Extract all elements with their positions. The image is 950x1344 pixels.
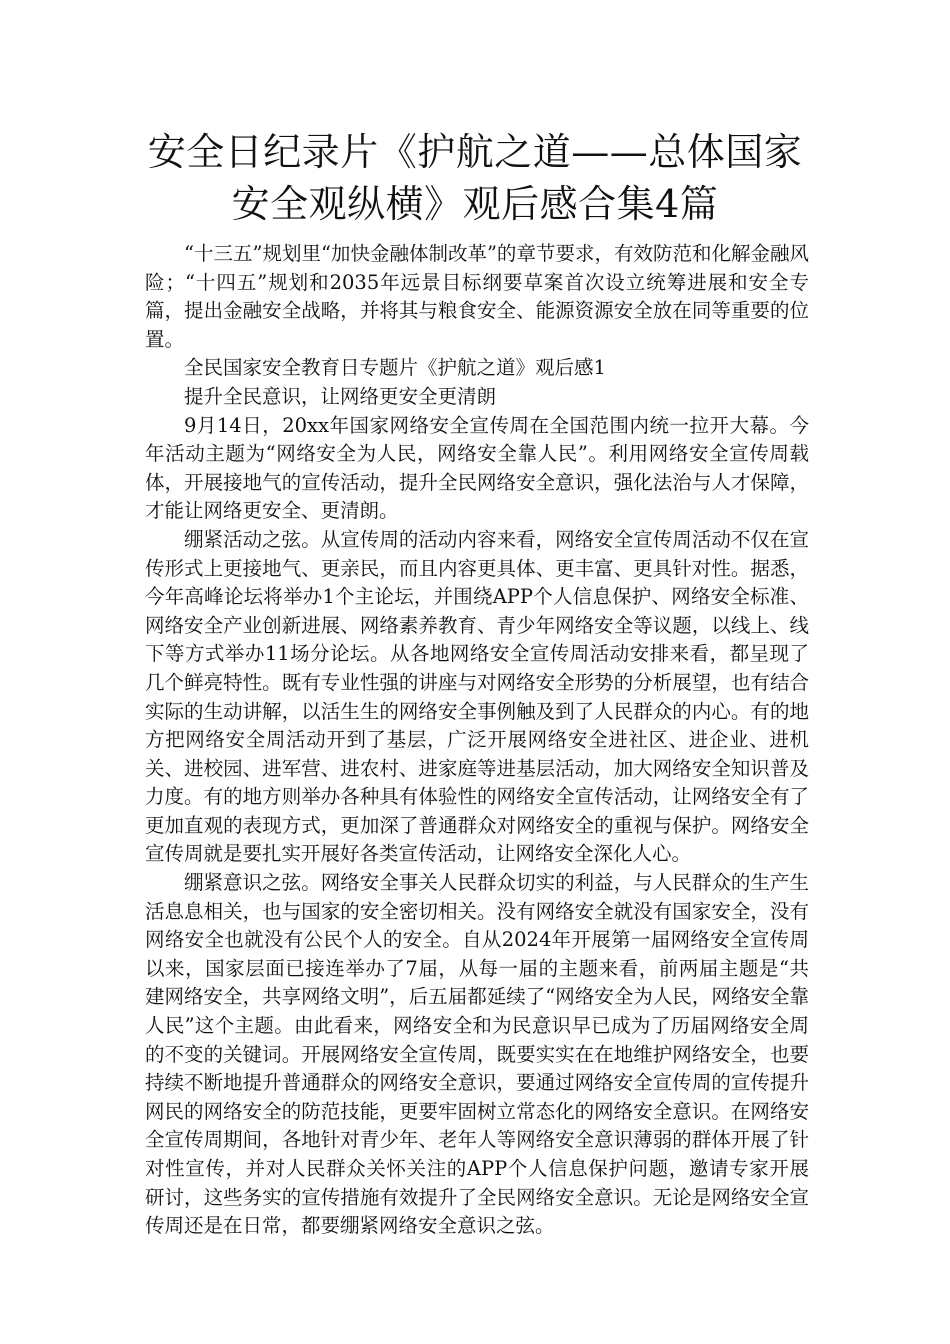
paragraph-activities: 绷紧活动之弦。从宣传周的活动内容来看，网络安全宣传周活动不仅在宣传形式上更接地气、更亲民，而且内容更具体、更丰富、更具针对性。据悉，今年高峰论坛将举办1个主论坛，并围绕APP个人信息保护、网络安全标准、网络安全产业创新进展、网络素养教育、青少年网络安全等议题，以线上、线下等方式举办11场分论坛。从各地网络安全宣传周活动安排来看，都呈现了几个鲜亮特性。既有专业性强的讲座与对网络安全形势的分析展望，也有结合实际的生动讲解，以活生生的网络安全事例触及到了人民群众的内心。有的地方把网络安全周活动开到了基层，广泛开展网络安全进社区、进企业、进机关、进校园、进军营、进农村、进家庭等进基层活动，加大网络安全知识普及力度。有的地方则举办各种具有体验性的网络安全宣传活动，让网络安全有了更加直观的表现方式，更加深了普通群众对网络安全的重视与保护。网络安全宣传周就是要扎实开展好各类宣传活动，让网络安全深化人心。 <box>145 527 809 866</box>
paragraph-subtitle: 全民国家安全教育日专题片《护航之道》观后感1 <box>184 356 606 380</box>
document-body <box>145 240 809 1241</box>
paragraph-awareness: 绷紧意识之弦。网络安全事关人民群众切实的利益，与人民群众的生产生活息息相关，也与国家的安全密切相关。没有网络安全就没有国家安全，没有网络安全也就没有公民个人的安全。自从2024年开展第一届网络安全宣传周以来，国家层面已接连举办了7届，从每一届的主题来看，前两届主题是“共建网络安全，共享网络文明”，后五届都延续了“网络安全为人民，网络安全靠人民”这个主题。由此看来，网络安全和为民意识早已成为了历届网络安全周的不变的关键词。开展网络安全宣传周，既要实实在在地维护网络安全，也要持续不断地提升普通群众的网络安全意识，要通过网络安全宣传周的宣传提升网民的网络安全的防范技能，更要牢固树立常态化的网络安全意识。在网络安全宣传周期间，各地针对青少年、老年人等网络安全意识薄弱的群体开展了针对性宣传，并对人民群众关怀关注的APP个人信息保护问题，邀请专家开展研讨，这些务实的宣传措施有效提升了全民网络安全意识。无论是网络安全宣传周还是在日常，都要绷紧网络安全意识之弦。 <box>145 871 809 1238</box>
paragraph-intro: “十三五”规划里“加快金融体制改革”的章节要求，有效防范和化解金融风险；“十四五”规划和2035年远景目标纲要草案首次设立统筹进展和安全专篇，提出金融安全战略，并将其与粮食安全、能源资源安全放在同等重要的位置。 <box>145 242 809 351</box>
paragraph-event: 9月14日，20xx年国家网络安全宣传周在全国范围内统一拉开大幕。今年活动主题为“网络安全为人民，网络安全靠人民”。利用网络安全宣传周载体，开展接地气的宣传活动，提升全民网络安全意识，强化法治与人才保障，才能让网络更安全、更清朗。 <box>145 413 809 523</box>
paragraph-heading: 提升全民意识，让网络更安全更清朗 <box>184 384 497 408</box>
document-title: 安全日纪录片《护航之道——总体国家安全观纵横》观后感合集4篇 <box>147 130 803 226</box>
